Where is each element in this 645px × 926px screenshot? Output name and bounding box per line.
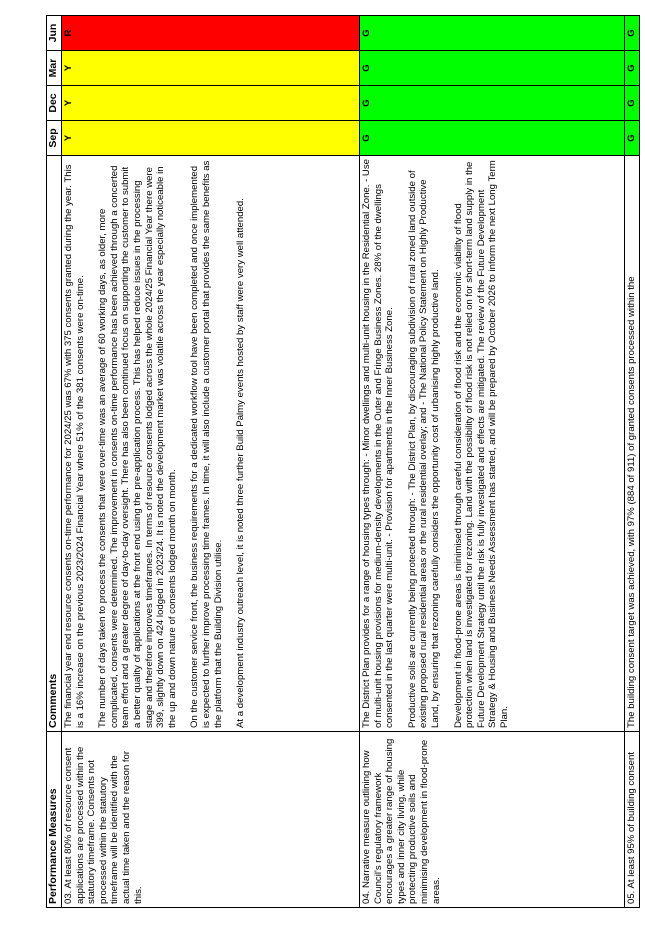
status-mar: G xyxy=(625,51,640,86)
comments-cell xyxy=(360,156,625,732)
header-performance-measures: Performance Measures xyxy=(47,732,62,908)
comment-paragraph: The building consent target was achieved, with 97% (884 of 911) of granted consents processed within the xyxy=(626,276,637,728)
comments-cell xyxy=(625,156,640,732)
measure-cell: 05. At least 95% of building consent xyxy=(625,732,640,908)
comment-paragraph: The financial year end resource consents on-time performance for 2024/25 was 67% with 375 consents granted during the year. This is a 16% increase on the previous 2023/2024 Financial Year where 51% of the 381 consents were on-time. xyxy=(63,164,86,728)
status-mar: Y xyxy=(62,51,360,86)
status-sep: G xyxy=(360,121,625,156)
header-dec: Dec xyxy=(47,86,62,121)
comment-paragraph: The District Plan provides for a range of housing types through: - Minor dwellings and multi-unit housing in the Residential Zone. - Use of multi-unit housing provisions for medium-density developments in the Outer and Fringe Business Zones. 28% of the dwellings consented in the last quarter were multi-unit. - Provision for apartments in the Inner Business Zone. xyxy=(361,159,396,728)
status-dec: Y xyxy=(62,86,360,121)
status-dec: G xyxy=(625,86,640,121)
status-dec: G xyxy=(360,86,625,121)
comment-paragraph: The number of days taken to process the consents that were over-time was an average of 60 working days, as older, more complicated, consents were determined. The improvement in consents on-time performance has been achieved through a concerted team effort and a greater degree of day-to-day oversight. There has also been continued focus on supporting the customer to submit a better quality of applications at the front end using the pre-application process. This has helped reduce issues in the processing stage and therefore improves timeframes. In terms of resource consents lodged across the whole 2024/25 Financial Year there were 399, slightly down on 424 lodged in 2023/24. It is noted the development market was volatile across the year especially noticeable in the up and down nature of consents lodged month on month. xyxy=(97,165,178,728)
status-sep: Y xyxy=(62,121,360,156)
comment-paragraph: Development in flood-prone areas is minimised through careful consideration of flood risk and the economic viability of flood protection when land is investigated for rezoning. Land with the possibility of flood risk is not relied on for short-term land supply in the Future Development Strategy until the risk is fully investigated and effects are mitigated. The review of the Future Development Strategy & Housing and Business Needs Assessment has started, and will be prepared by October 2026 to inform the next Long Term Plan. xyxy=(452,160,510,728)
measure-cell: 03. At least 80% of resource consent applications are processed within the statutory timeframe. Consents not processed within the statutory timeframe will be identified with the actual time taken and the reason for this. xyxy=(62,732,360,908)
comment-paragraph: At a development industry outreach level, it is noted three further Build Palmy events hosted by staff were very well attended. xyxy=(235,198,247,728)
header-jun: Jun xyxy=(47,16,62,51)
performance-table xyxy=(46,15,640,908)
table-row xyxy=(360,16,625,908)
status-jun: R xyxy=(62,16,360,51)
status-sep: G xyxy=(625,121,640,156)
status-jun: G xyxy=(625,16,640,51)
header-sep: Sep xyxy=(47,121,62,156)
comments-cell xyxy=(62,156,360,732)
comment-paragraph: Productive soils are currently being protected through: - The District Plan, by discouraging subdivision of rural zoned land outside of existing proposed rural residential areas or the rural residential overlay; and - The National Policy Statement on Highly Productive Land, by ensuring that rezoning carefully considers the opportunity cost of urbanising highly productive land. xyxy=(406,170,441,728)
table-row xyxy=(62,16,360,908)
table-row xyxy=(625,16,640,908)
comment-paragraph: On the customer service front, the business requirements for a dedicated workflow tool have been completed and once implemented is expected to further improve processing time frames. In time, it will also include a customer portal that provides the same benefits as the platform that the Building Division utilise. xyxy=(189,160,224,728)
header-row xyxy=(47,16,62,908)
header-comments: Comments xyxy=(47,156,62,732)
measure-cell: 04. Narrative measure outlining how Council's regulatory framework encourages a greater range of housing types and inner city living, while protecting productive soils and minimising development in flood-prone areas. xyxy=(360,732,625,908)
status-jun: G xyxy=(360,16,625,51)
header-mar: Mar xyxy=(47,51,62,86)
status-mar: G xyxy=(360,51,625,86)
